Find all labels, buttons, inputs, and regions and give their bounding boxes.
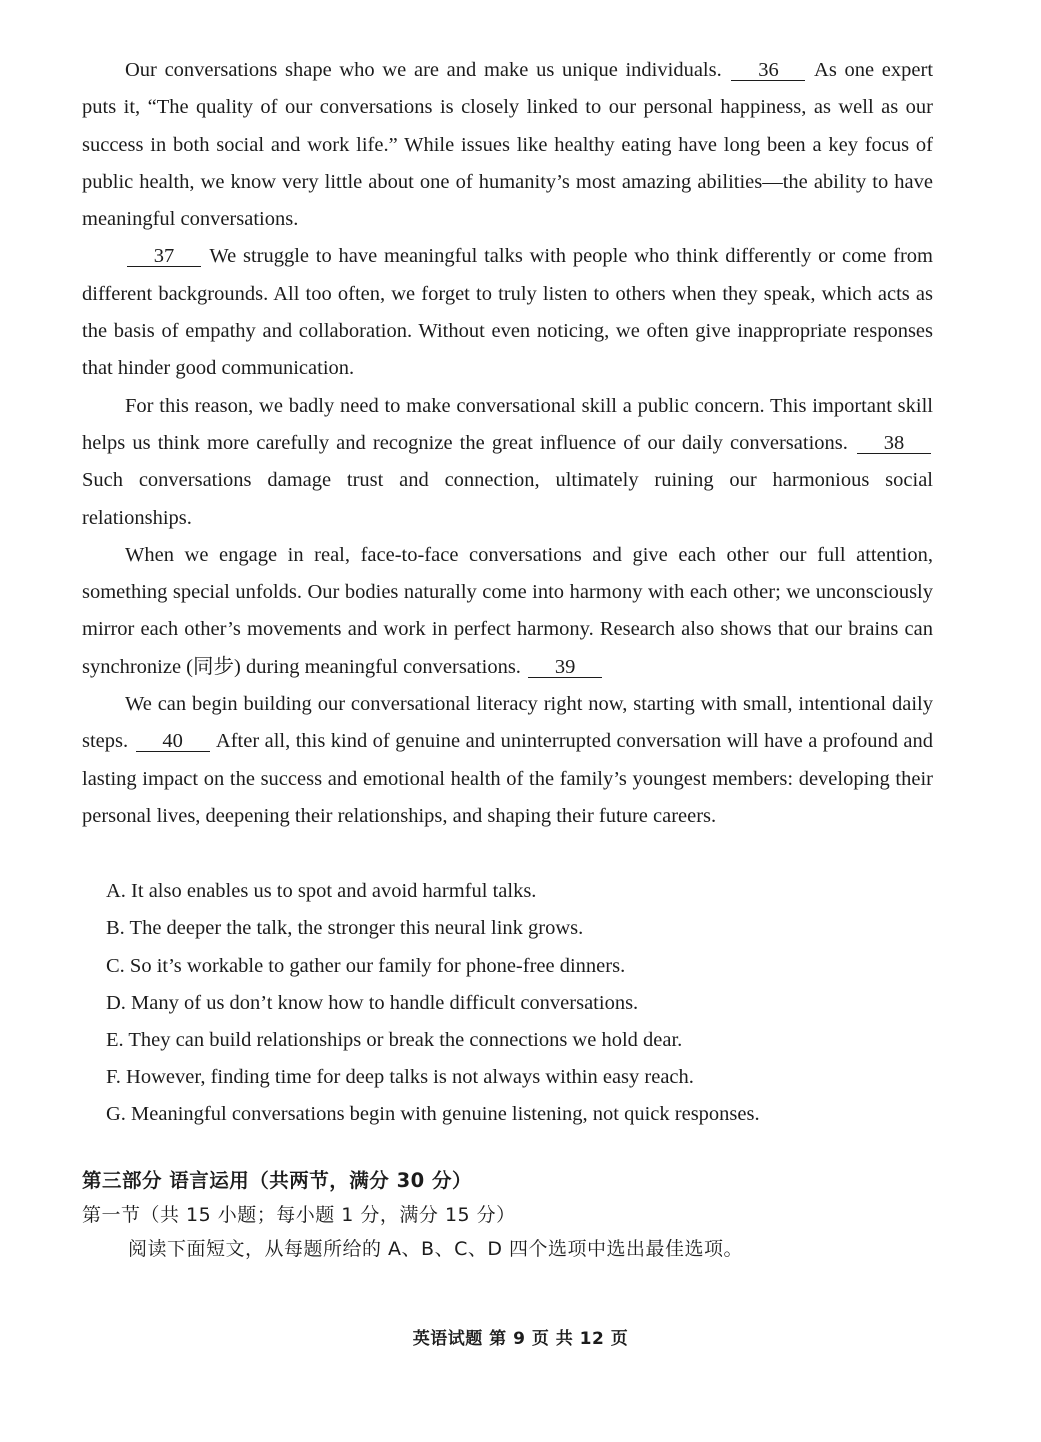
- option-d: D. Many of us don’t know how to handle difficult conversations.: [106, 991, 639, 1014]
- paragraph-text: When we engage in real, face-to-face conversations and give each other our full attention, something special unfolds. Our bodies naturally come into harmony with each other; we unconsciously mirror each other’s movements and work in perfect harmony. Research also shows that our brains can synchronize (同步) during meaningful conversations.: [82, 543, 933, 678]
- blank-38: 38: [857, 433, 931, 454]
- passage-paragraph-1: [82, 52, 933, 238]
- paragraph-text: We can begin building our conversational literacy right now, starting with small, intentional daily steps.: [82, 693, 933, 753]
- blank-39: 39: [528, 657, 602, 678]
- section-subtitle: 第一节（共 15 小题；每小题 1 分，满分 15 分）: [82, 1203, 516, 1226]
- answer-options: [82, 873, 933, 1133]
- paragraph-text: Our conversations shape who we are and make us unique individuals.: [125, 59, 722, 81]
- paragraph-text: After all, this kind of genuine and uninterrupted conversation will have a profound and lasting impact on the success and emotional health of the family’s youngest members: developing their personal lives, deepening their relationships, and shaping their future careers.: [82, 730, 934, 827]
- option-g: G. Meaningful conversations begin with genuine listening, not quick responses.: [106, 1103, 760, 1126]
- paragraph-text: We struggle to have meaningful talks with people who think differently or come from different backgrounds. All too often, we forget to truly listen to others when they speak, which acts as the basis of empathy and collaboration. Without even noticing, we often give inappropriate responses that hinder good communication.: [82, 245, 933, 380]
- passage-paragraph-2: [82, 238, 933, 387]
- section-title: 第三部分 语言运用（共两节，满分 30 分）: [82, 1168, 473, 1192]
- section-header: [82, 1164, 933, 1266]
- option-f: F. However, finding time for deep talks is not always within easy reach.: [106, 1066, 694, 1089]
- option-e: E. They can build relationships or break the connections we hold dear.: [106, 1029, 683, 1052]
- blank-40: 40: [136, 731, 210, 752]
- paragraph-text: Such conversations damage trust and connection, ultimately ruining our harmonious social relationships.: [82, 469, 933, 529]
- passage-paragraph-3: [82, 388, 933, 537]
- paragraph-text: For this reason, we badly need to make conversational skill a public concern. This important skill helps us think more carefully and recognize the great influence of our daily conversations.: [82, 394, 933, 454]
- section-instruction: 阅读下面短文，从每题所给的 A、B、C、D 四个选项中选出最佳选项。: [128, 1237, 744, 1260]
- blank-36: 36: [731, 60, 805, 81]
- passage-paragraph-5: [82, 686, 933, 835]
- option-b: B. The deeper the talk, the stronger this neural link grows.: [106, 917, 584, 940]
- blank-37: 37: [127, 246, 201, 267]
- option-a: A. It also enables us to spot and avoid harmful talks.: [106, 880, 537, 903]
- page-footer: 英语试题 第 9 页 共 12 页: [412, 1329, 629, 1349]
- passage-paragraph-4: [82, 537, 933, 686]
- option-c: C. So it’s workable to gather our family for phone-free dinners.: [106, 954, 626, 977]
- paragraph-text: As one expert puts it, “The quality of our conversations is closely linked to our personal happiness, as well as our success in both social and work life.” While issues like healthy eating have long been a key focus of public health, we know very little about one of humanity’s most amazing abilities—the ability to have meaningful conversations.: [82, 59, 934, 231]
